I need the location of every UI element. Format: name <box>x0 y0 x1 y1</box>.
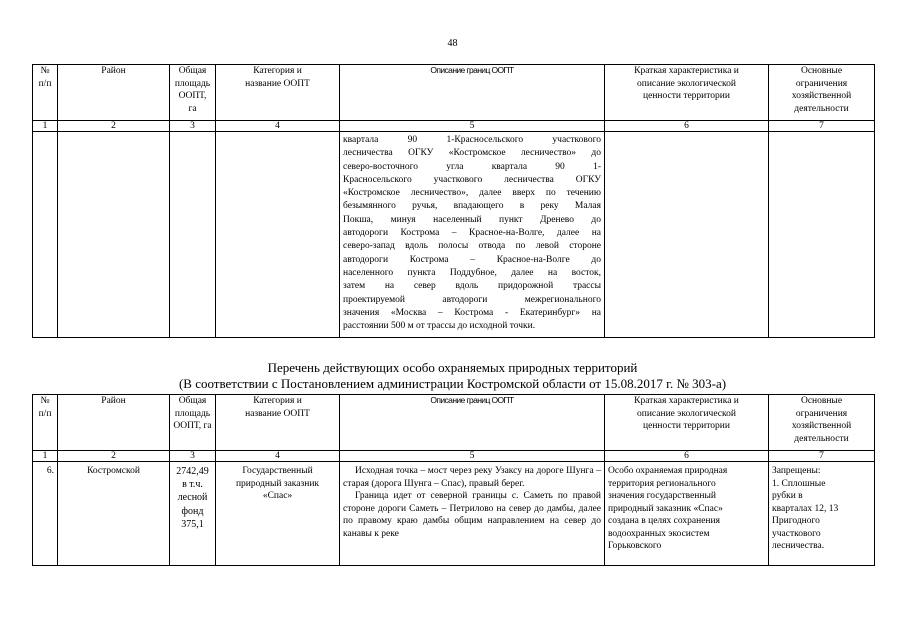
boundary-line: безымянного ручья, впадающего в реку Малая <box>343 201 601 212</box>
col-number: 5 <box>340 451 605 462</box>
header-category: Категория и название ООПТ <box>216 395 340 451</box>
col-number: 7 <box>769 451 875 462</box>
boundary-line: автодороги Кострома – Красное-на-Волге до <box>343 254 601 265</box>
boundary-line: северо-восточного угла квартала 90 1- <box>343 161 601 172</box>
row-area: 2742,49 в т.ч. лесной фонд 375,1 <box>170 462 216 566</box>
row-boundaries <box>340 462 605 566</box>
col-number: 4 <box>216 451 340 462</box>
col-number: 7 <box>769 121 875 132</box>
header-characteristic: Краткая характеристика и описание экологической ценности территории <box>605 65 769 121</box>
list-heading: Перечень действующих особо охраняемых природных территорий <box>267 360 638 375</box>
header-restrictions: Основные ограничения хозяйственной деятельности <box>769 395 875 451</box>
col-number: 1 <box>33 121 58 132</box>
row-category: Государственный природный заказник «Спас» <box>216 462 340 566</box>
boundary-line: северо-запад вдоль полосы отвода по левой стороне <box>343 241 601 252</box>
boundary-line: проектируемой автодороги межрегионального <box>343 294 601 305</box>
boundary-line: расстоянии 500 м от трассы до исходной точки. <box>343 321 536 332</box>
header-category: Категория и название ООПТ <box>216 65 340 121</box>
header-boundaries: Описание границ ООПТ <box>340 65 605 121</box>
col-number: 2 <box>58 451 170 462</box>
boundary-line: значения «Москва – Кострома - Екатеринбург» на <box>343 307 601 318</box>
boundary-line: автодороги Кострома – Красное-на-Волге, далее на <box>343 228 601 239</box>
col-number: 1 <box>33 451 58 462</box>
header-area: Общая площадь ООПТ, га <box>170 395 216 451</box>
page-number: 48 <box>447 38 458 49</box>
row-restrictions: Запрещены: 1. Сплошные рубки в кварталах 12, 13 Пригодного участкового лесничества. <box>769 462 875 566</box>
boundary-line: населенного пункта Поддубное, далее на восток, <box>343 267 601 278</box>
boundary-line: Красносельского участкового лесничества ОГКУ <box>343 174 601 185</box>
boundary-line: квартала 90 1-Красносельского участкового <box>343 135 601 145</box>
row-district: Костромской <box>58 462 170 566</box>
header-num: № п/п <box>33 395 58 451</box>
list-heading-subtitle: (В соответствии с Постановлением администрации Костромской области от 15.08.2017 г. № 303-а) <box>178 376 727 391</box>
table-oopt-list <box>32 394 875 566</box>
row-num: 6. <box>33 462 58 566</box>
header-num: № п/п <box>33 65 58 121</box>
boundary-line: затем на север вдоль придорожной трассы <box>343 281 601 292</box>
header-district: Район <box>58 395 170 451</box>
col-number: 5 <box>340 121 605 132</box>
table-continued <box>32 64 875 338</box>
table-row <box>33 462 875 566</box>
col-number: 3 <box>170 121 216 132</box>
header-area: Общая площадь ООПТ, га <box>170 65 216 121</box>
col-number: 6 <box>605 451 769 462</box>
col-number: 6 <box>605 121 769 132</box>
col-number: 4 <box>216 121 340 132</box>
col-number: 2 <box>58 121 170 132</box>
boundary-description <box>340 132 605 338</box>
boundary-paragraph: Исходная точка – мост через реку Узаксу на дороге Шунга – старая (дорога Шунга – Спас), правый берег. <box>343 466 601 489</box>
header-characteristic: Краткая характеристика и описание экологической ценности территории <box>605 395 769 451</box>
header-district: Район <box>58 65 170 121</box>
header-boundaries: Описание границ ООПТ <box>340 395 605 451</box>
boundary-line: «Костромское лесничество», далее вверх по течению <box>343 188 601 199</box>
row-characteristic: Особо охраняемая природная территория регионального значения государственный природный заказник «Спас» создана в целях сохранения водоохранных экосистем Горьковского <box>605 462 769 566</box>
boundary-paragraph: Граница идет от северной границы с. Саметь по правой стороне дороги Саметь – Петрилово на север до дамбы, далее по правому краю дамбы общим направлением на север до канавы к реке <box>343 491 601 539</box>
boundary-line: Покша, минуя населенный пункт Дренево до <box>343 214 601 225</box>
header-restrictions: Основные ограничения хозяйственной деятельности <box>769 65 875 121</box>
boundary-line: лесничества ОГКУ «Костромское лесничество» до <box>343 148 601 159</box>
col-number: 3 <box>170 451 216 462</box>
